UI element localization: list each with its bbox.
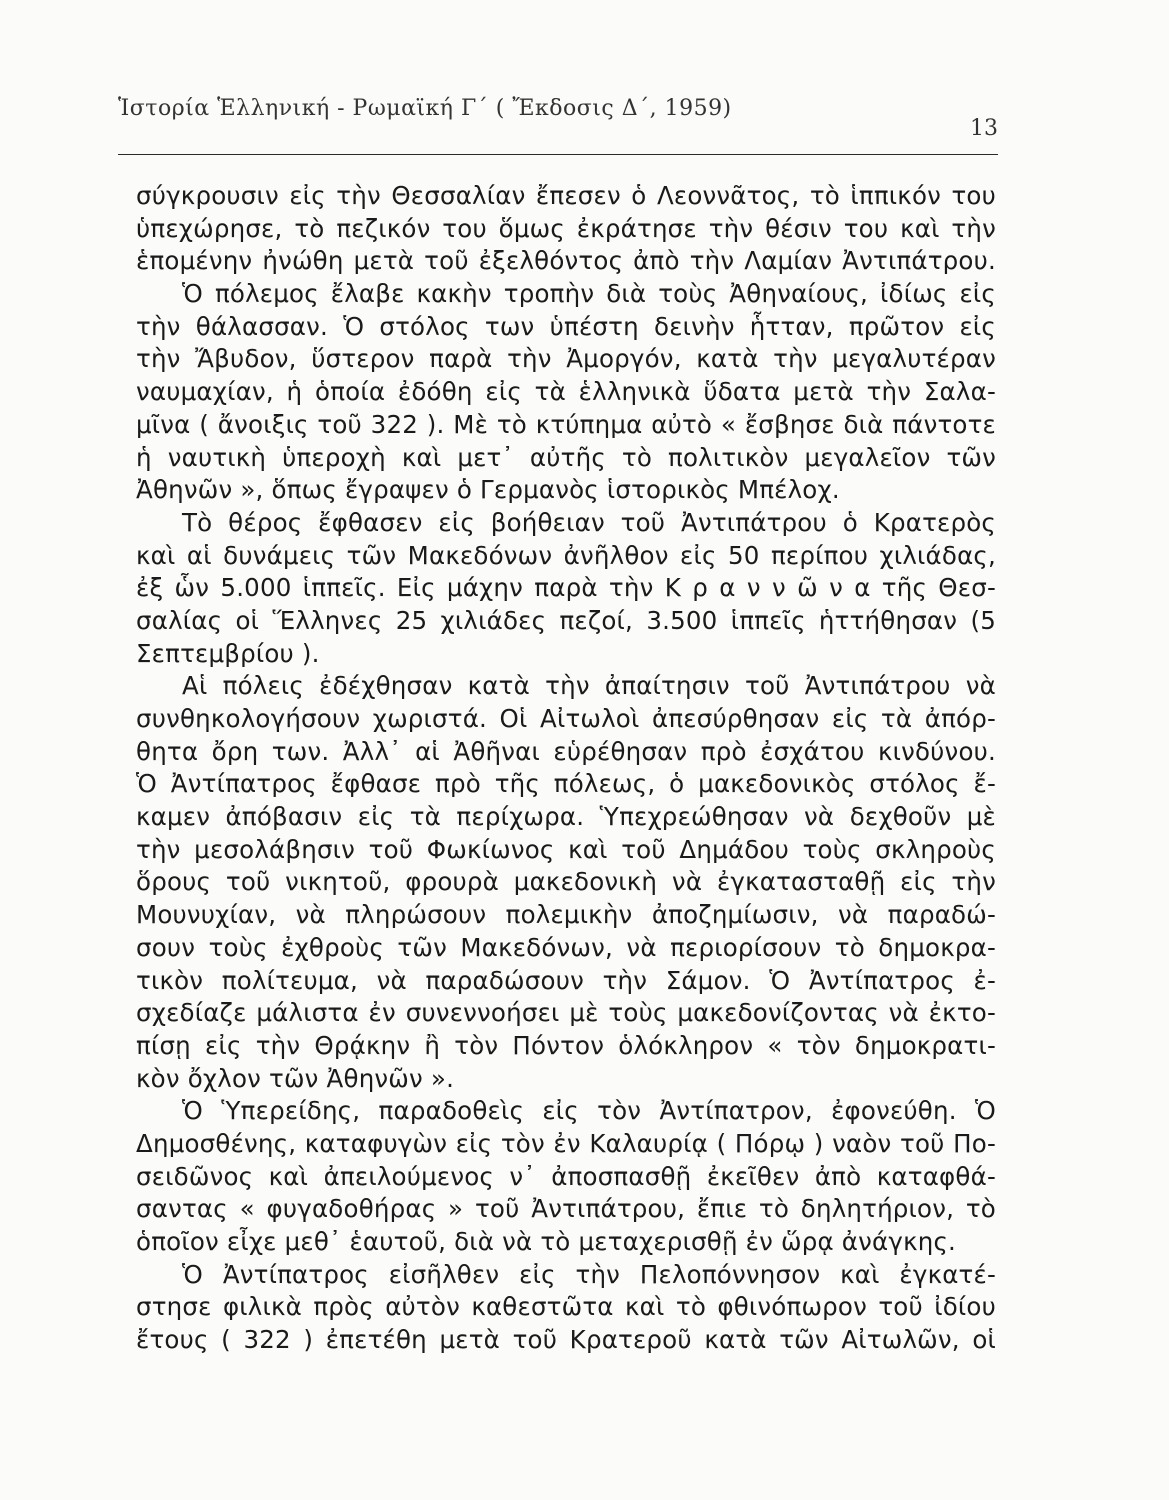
text-line: καμεν ἀπόβασιν εἰς τὰ περίχωρα. Ὑπεχρεώθησαν νὰ δεχθοῦν μὲ xyxy=(136,802,996,832)
text-line: ἐξ ὧν 5.000 ἱππεῖς. Εἰς μάχην παρὰ τὴν Κ ρ α ν ν ῶ ν α τῆς Θεσ- xyxy=(136,573,996,603)
paragraph-start-line: Τὸ θέρος ἔφθασεν εἰς βοήθειαν τοῦ Ἀντιπάτρου ὁ Κρατερὸς xyxy=(182,507,996,537)
text-line: ὅρους τοῦ νικητοῦ, φρουρὰ μακεδονικὴ νὰ ἐγκατασταθῇ εἰς τὴν xyxy=(136,867,996,897)
paragraph-start-line: Ὁ πόλεμος ἔλαβε κακὴν τροπὴν διὰ τοὺς Ἀθηναίους, ἰδίως εἰς xyxy=(182,279,996,309)
text-line: συνθηκολογήσουν χωριστά. Οἱ Αἰτωλοὶ ἀπεσύρθησαν εἰς τὰ ἀπόρ- xyxy=(136,704,996,733)
text-line: ἑπομένην ἠνώθη μετὰ τοῦ ἐξελθόντος ἀπὸ τὴν Λαμίαν Ἀντιπάτρου. xyxy=(136,246,996,276)
text-line: ἔτους ( 322 ) ἐπετέθη μετὰ τοῦ Κρατεροῦ κατὰ τῶν Αἰτωλῶν, οἱ xyxy=(136,1325,996,1355)
text-line: θητα ὄρη των. Ἀλλ᾽ αἱ Ἀθῆναι εὑρέθησαν πρὸ ἐσχάτου κινδύνου. xyxy=(136,736,996,766)
text-line: τικὸν πολίτευμα, νὰ παραδώσουν τὴν Σάμον. Ὁ Ἀντίπατρος ἐ- xyxy=(136,965,996,995)
running-header xyxy=(118,92,998,155)
text-line: Δημοσθένης, καταφυγὼν εἰς τὸν ἐν Καλαυρίᾳ ( Πόρῳ ) ναὸν τοῦ Πο- xyxy=(136,1128,996,1158)
text-line: καὶ αἱ δυνάμεις τῶν Μακεδόνων ἀνῆλθον εἰς 50 περίπου χιλιάδας, xyxy=(136,540,996,570)
text-line: σαντας « φυγαδοθήρας » τοῦ Ἀντιπάτρου, ἔπιε τὸ δηλητήριον, τὸ xyxy=(136,1194,996,1224)
text-line: ἡ ναυτικὴ ὑπεροχὴ καὶ μετ᾽ αὐτῆς τὸ πολιτικὸν μεγαλεῖον τῶν xyxy=(136,442,996,472)
text-line: ναυμαχίαν, ἡ ὁποία ἐδόθη εἰς τὰ ἑλληνικὰ ὕδατα μετὰ τὴν Σαλα- xyxy=(136,377,996,407)
text-line: πίσῃ εἰς τὴν Θρᾴκην ἢ τὸν Πόντον ὁλόκληρον « τὸν δημοκρατι- xyxy=(136,1030,996,1060)
text-line: Μουνυχίαν, νὰ πληρώσουν πολεμικὴν ἀποζημίωσιν, νὰ παραδώ- xyxy=(136,900,996,930)
body-text xyxy=(136,180,996,1357)
text-line: τὴν θάλασσαν. Ὁ στόλος των ὑπέστη δεινὴν ἧτταν, πρῶτον εἰς xyxy=(136,311,996,341)
paragraph-start-line: Ὁ Ἀντίπατρος εἰσῆλθεν εἰς τὴν Πελοπόννησον καὶ ἐγκατέ- xyxy=(182,1259,996,1289)
paragraph-end-line: κὸν ὄχλον τῶν Ἀθηνῶν ». xyxy=(136,1063,455,1093)
text-line: σειδῶνος καὶ ἀπειλούμενος ν᾽ ἀποσπασθῇ ἐκεῖθεν ἀπὸ καταφθά- xyxy=(136,1161,996,1191)
page-number: 13 xyxy=(970,116,998,141)
paragraph-end-line: Σεπτεμβρίου ). xyxy=(136,638,320,668)
text-line: σαλίας οἱ Ἕλληνες 25 χιλιάδες πεζοί, 3.500 ἱππεῖς ἡττήθησαν (5 xyxy=(136,605,996,635)
text-line: σχεδίαζε μάλιστα ἐν συνεννοήσει μὲ τοὺς μακεδονίζοντας νὰ ἐκτο- xyxy=(136,998,996,1028)
running-title: Ἱστορία Ἑλληνική - Ρωμαϊκή Γ΄ ( Ἔκδοσις Δ΄, 1959) xyxy=(118,96,732,121)
text-line: στησε φιλικὰ πρὸς αὐτὸν καθεστῶτα καὶ τὸ φθινόπωρον τοῦ ἰδίου xyxy=(136,1292,996,1322)
paragraph-start-line: Αἱ πόλεις ἐδέχθησαν κατὰ τὴν ἀπαίτησιν τοῦ Ἀντιπάτρου νὰ xyxy=(182,671,996,701)
text-line: ὑπεχώρησε, τὸ πεζικόν του ὅμως ἐκράτησε τὴν θέσιν του καὶ τὴν xyxy=(136,213,996,243)
text-line: Ὁ Ἀντίπατρος ἔφθασε πρὸ τῆς πόλεως, ὁ μακεδονικὸς στόλος ἔ- xyxy=(136,769,996,799)
text-line: τὴν μεσολάβησιν τοῦ Φωκίωνος καὶ τοῦ Δημάδου τοὺς σκληροὺς xyxy=(136,834,996,864)
text-line: μῖνα ( ἄνοιξις τοῦ 322 ). Μὲ τὸ κτύπημα αὐτὸ « ἔσβησε διὰ πάντοτε xyxy=(136,409,996,439)
text-line: σύγκρουσιν εἰς τὴν Θεσσαλίαν ἔπεσεν ὁ Λεοννᾶτος, τὸ ἱππικόν του xyxy=(136,181,996,210)
text-line: σουν τοὺς ἐχθροὺς τῶν Μακεδόνων, νὰ περιορίσουν τὸ δημοκρα- xyxy=(136,932,996,962)
paragraph-start-line: Ὁ Ὑπερείδης, παραδοθεὶς εἰς τὸν Ἀντίπατρον, ἐφονεύθη. Ὁ xyxy=(182,1096,996,1126)
paragraph-end-line: ὁποῖον εἶχε μεθ᾽ ἑαυτοῦ, διὰ νὰ τὸ μεταχερισθῇ ἐν ὥρᾳ ἀνάγκης. xyxy=(136,1227,957,1256)
paragraph-end-line: Ἀθηνῶν », ὅπως ἔγραψεν ὁ Γερμανὸς ἱστορικὸς Μπέλοχ. xyxy=(136,475,840,505)
text-line: τὴν Ἄβυδον, ὕστερον παρὰ τὴν Ἀμοργόν, κατὰ τὴν μεγαλυτέραν xyxy=(136,344,996,374)
